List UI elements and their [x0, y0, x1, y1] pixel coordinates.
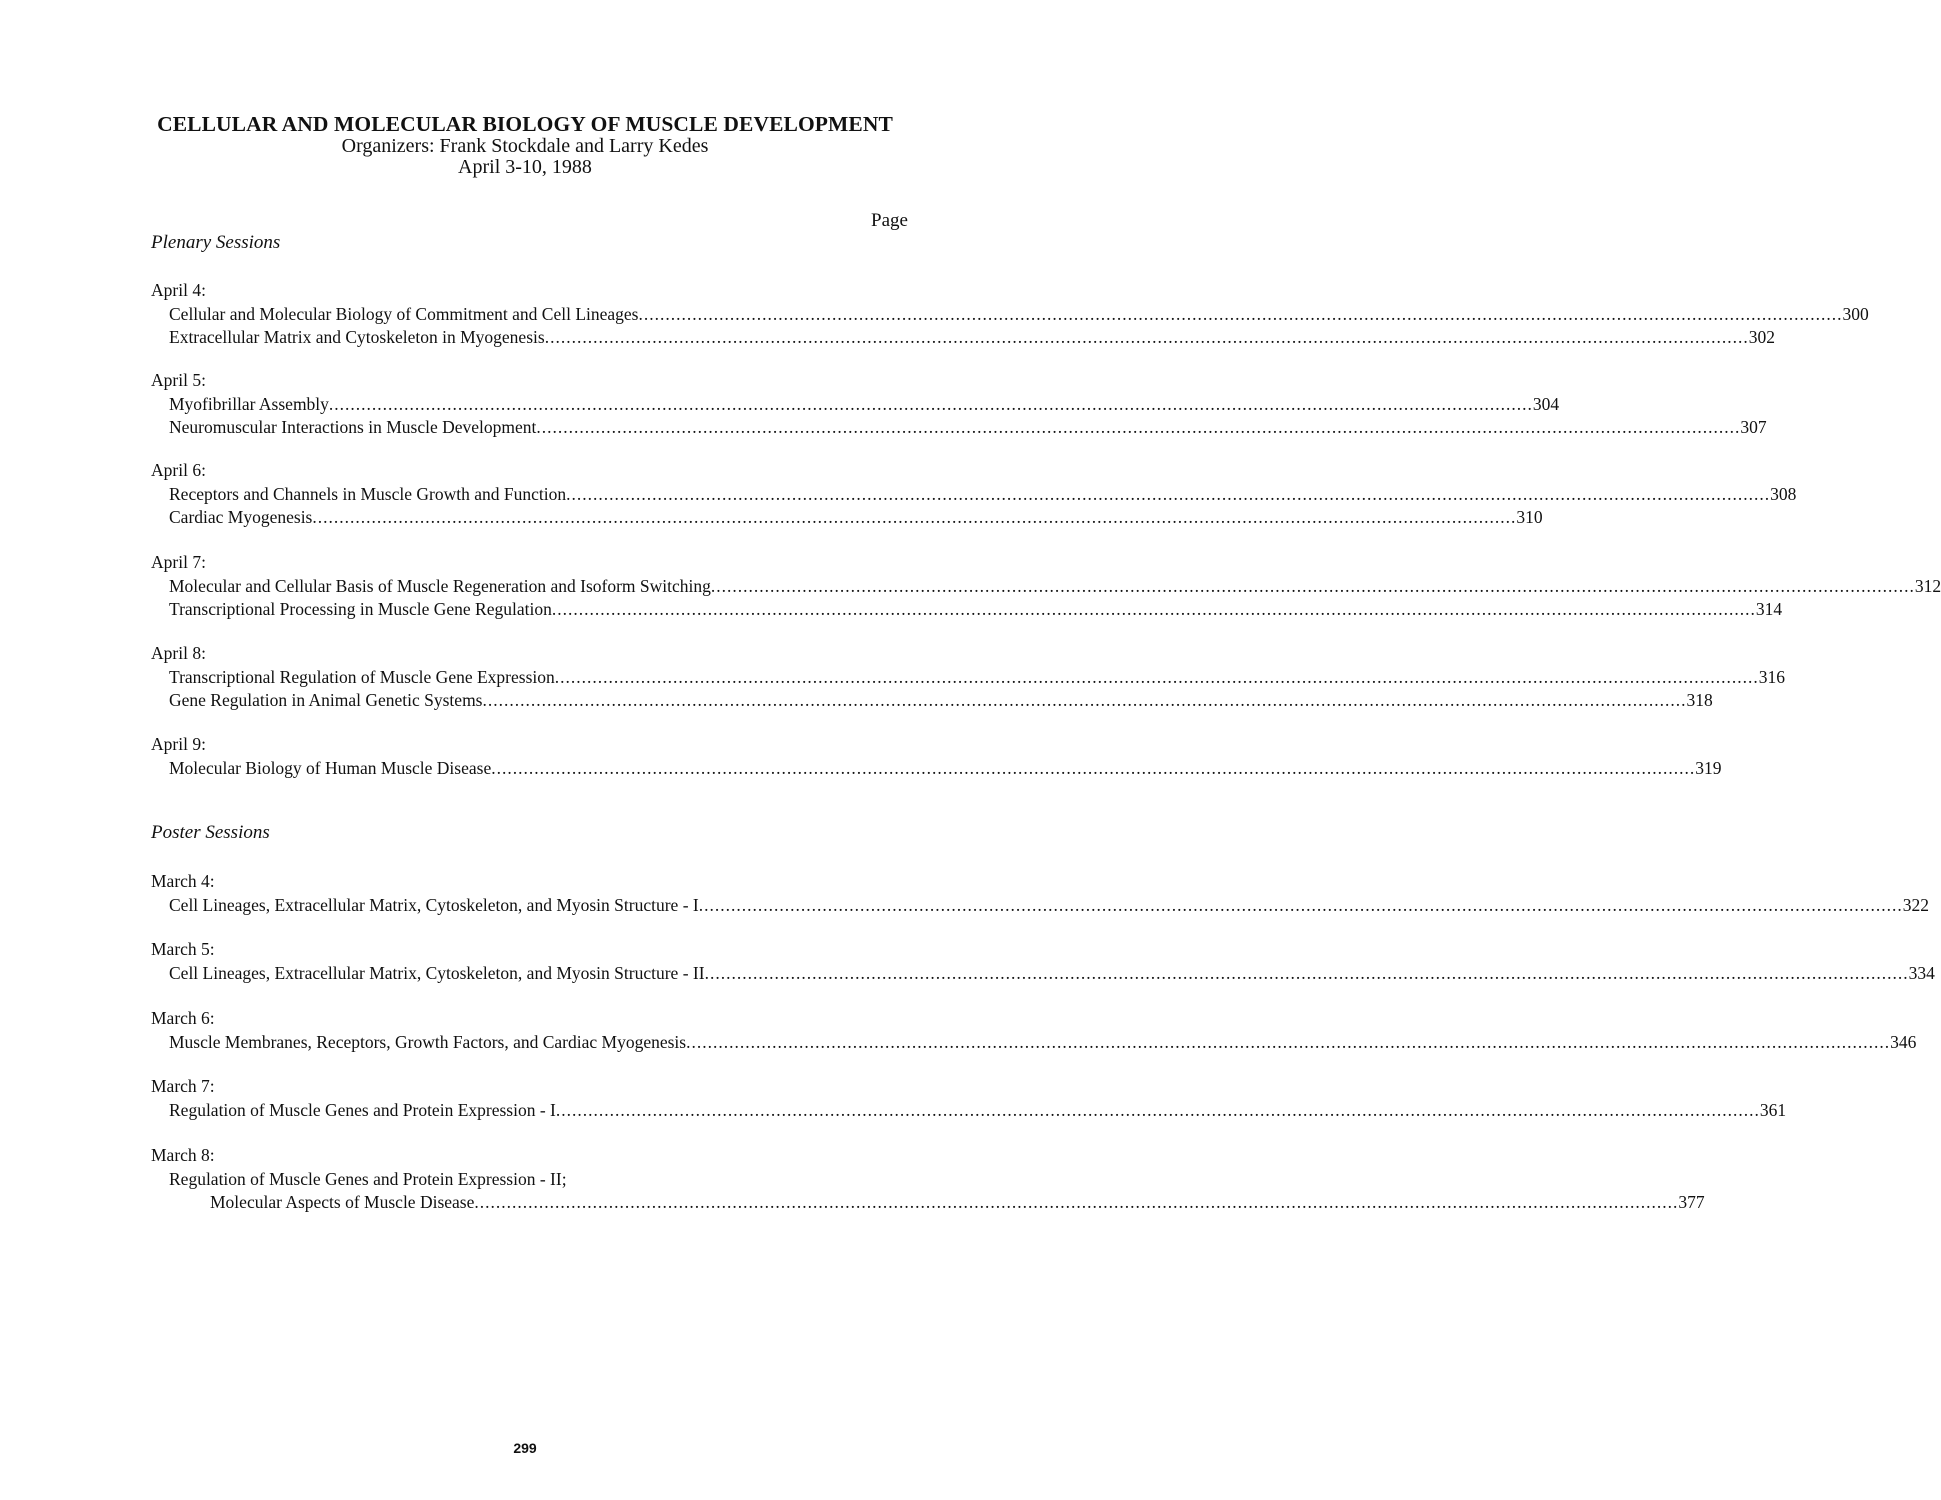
toc-entry[interactable]: [151, 303, 1869, 326]
entry-page: 334: [1908, 963, 1935, 983]
document-header: [0, 112, 1050, 178]
page-column-label: Page: [871, 210, 908, 231]
entry-page: 322: [1902, 895, 1929, 915]
dot-leader: [638, 303, 1842, 326]
toc-entry[interactable]: [151, 483, 1797, 506]
dot-leader: [556, 1099, 1760, 1122]
organizers: Organizers: Frank Stockdale and Larry Kedes: [341, 135, 709, 157]
entry-page: 302: [1748, 327, 1775, 347]
entry-page: 346: [1890, 1032, 1917, 1052]
dot-leader: [545, 326, 1749, 349]
toc-group: [151, 1075, 1787, 1122]
dot-leader: [711, 575, 1915, 598]
entry-page: 312: [1914, 576, 1941, 596]
toc-entry[interactable]: [151, 393, 1560, 416]
toc-entry[interactable]: [151, 506, 1543, 529]
entry-page: 300: [1842, 304, 1869, 324]
session-date: April 9:: [151, 734, 206, 754]
toc-entry[interactable]: [151, 1099, 1787, 1122]
entry-page: 314: [1755, 599, 1783, 619]
toc-entry[interactable]: [151, 962, 1935, 985]
dot-leader: [483, 689, 1687, 712]
entry-page: 307: [1740, 417, 1767, 437]
entry-title: Cardiac Myogenesis: [169, 507, 313, 527]
toc-group: [151, 551, 1941, 621]
toc-group: [151, 279, 1869, 349]
toc-group: [151, 1144, 1705, 1214]
toc-entry[interactable]: [151, 598, 1783, 621]
entry-title: Gene Regulation in Animal Genetic Systems: [169, 690, 483, 710]
toc-entry[interactable]: [151, 575, 1941, 598]
entry-title: Myofibrillar Assembly: [169, 394, 329, 414]
entry-title-line: Regulation of Muscle Genes and Protein Expression - II;: [169, 1169, 567, 1189]
entry-title: Molecular Aspects of Muscle Disease: [210, 1192, 475, 1212]
document-title: CELLULAR AND MOLECULAR BIOLOGY OF MUSCLE DEVELOPMENT: [157, 112, 893, 136]
session-date: March 6:: [151, 1008, 215, 1028]
poster-sessions-heading: Poster Sessions: [151, 822, 270, 843]
session-date: April 6:: [151, 460, 206, 480]
entry-title: Molecular and Cellular Basis of Muscle Regeneration and Isoform Switching: [169, 576, 711, 596]
meeting-dates: April 3-10, 1988: [458, 156, 592, 178]
toc-entry[interactable]: [151, 894, 1929, 917]
toc-entry[interactable]: [151, 1191, 1705, 1214]
entry-title: Muscle Membranes, Receptors, Growth Factors, and Cardiac Myogenesis: [169, 1032, 687, 1052]
entry-title: Transcriptional Processing in Muscle Gene Regulation: [169, 599, 552, 619]
toc-group: [151, 1007, 1917, 1054]
dot-leader: [555, 666, 1759, 689]
toc-group: [151, 938, 1935, 985]
plenary-sessions-heading: Plenary Sessions: [151, 232, 281, 253]
session-date: April 4:: [151, 280, 206, 300]
footer-page-number: 299: [513, 1440, 537, 1456]
entry-page: 310: [1516, 507, 1543, 527]
session-date: March 7:: [151, 1076, 215, 1096]
entry-title: Neuromuscular Interactions in Muscle Development: [169, 417, 537, 437]
dot-leader: [329, 393, 1533, 416]
toc-group: [151, 870, 1929, 917]
dot-leader: [552, 598, 1756, 621]
session-date: March 5:: [151, 939, 215, 959]
toc-entry[interactable]: [151, 416, 1767, 439]
dot-leader: [491, 757, 1695, 780]
toc-entry[interactable]: [151, 1031, 1917, 1054]
entry-title: Cell Lineages, Extracellular Matrix, Cytoskeleton, and Myosin Structure - I: [169, 895, 699, 915]
entry-title: Extracellular Matrix and Cytoskeleton in Myogenesis: [169, 327, 545, 347]
dot-leader: [699, 894, 1903, 917]
toc-entry[interactable]: [151, 689, 1713, 712]
entry-title: Transcriptional Regulation of Muscle Gene Expression: [169, 667, 555, 687]
dot-leader: [705, 962, 1909, 985]
toc-group: [151, 642, 1785, 712]
toc-entry[interactable]: [151, 757, 1722, 780]
entry-page: 318: [1686, 690, 1713, 710]
session-date: April 5:: [151, 370, 206, 390]
entry-page: 316: [1758, 667, 1785, 687]
entry-page: 308: [1770, 484, 1797, 504]
session-date: March 8:: [151, 1145, 215, 1165]
toc-group: [151, 369, 1767, 439]
toc-group: [151, 733, 1722, 780]
dot-leader: [686, 1031, 1890, 1054]
entry-page: 377: [1678, 1192, 1705, 1212]
dot-leader: [312, 506, 1516, 529]
session-date: April 7:: [151, 552, 206, 572]
entry-page: 304: [1532, 394, 1560, 414]
toc-entry[interactable]: [151, 666, 1785, 689]
entry-page: 361: [1759, 1100, 1787, 1120]
session-date: April 8:: [151, 643, 206, 663]
toc-entry[interactable]: [151, 326, 1775, 349]
dot-leader: [536, 416, 1740, 439]
entry-title: Receptors and Channels in Muscle Growth and Function: [169, 484, 567, 504]
entry-title: Molecular Biology of Human Muscle Disease: [169, 758, 492, 778]
session-date: March 4:: [151, 871, 215, 891]
entry-page: 319: [1695, 758, 1722, 778]
toc-group: [151, 459, 1797, 529]
entry-title: Regulation of Muscle Genes and Protein Expression - I: [169, 1100, 556, 1120]
entry-title: Cell Lineages, Extracellular Matrix, Cytoskeleton, and Myosin Structure - II: [169, 963, 705, 983]
entry-title: Cellular and Molecular Biology of Commitment and Cell Lineages: [169, 304, 639, 324]
dot-leader: [566, 483, 1770, 506]
dot-leader: [474, 1191, 1678, 1214]
